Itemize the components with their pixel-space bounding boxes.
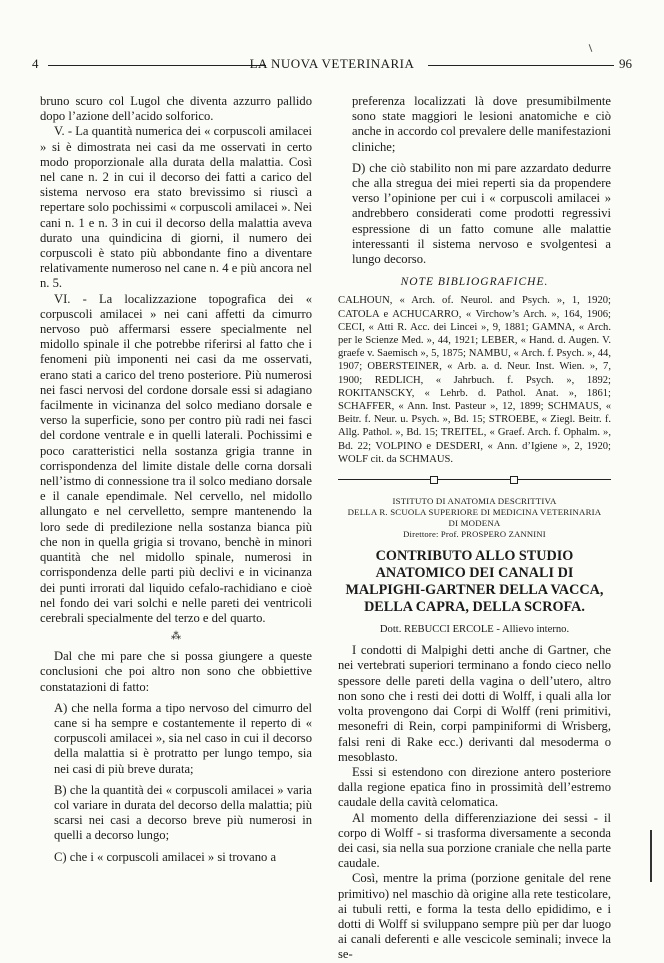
conclusion-b: B) che la quantità dei « corpuscoli amilacei » varia col variare in durata del decorso della malattia; più scarsi nei casi a decorso breve più numerosi in quelli a decorso lungo;: [54, 782, 312, 843]
article-author: Dott. REBUCCI ERCOLE - Allievo interno.: [379, 624, 570, 636]
paragraph-point-vi: VI. - La localizzazione topografica dei « corpuscoli amilacei » nei cani affetti da cimurro nervoso può affermarsi essere specialmente nel midollo spinale il che potrebbe riferirsi al fatto che i fenomeni più imponenti nei casi da me osservati, erano stati a carico del treno posteriore. Più numerosi nei fasci nervosi del cordone dorsale essi si adagiano facilmente in vicinanza del solco mediano dorsale e verso la superficie, sono per contro più radi nei fasci del cordone ventrale e in quelli laterali. Pochissimi e poco caratteristici nella sostanza grigia tranne in corrispondenza del limite distale delle corna dorsali nell’istmo di connessione tra il solco mediano dorsale e il canale ependimale. Nel cervello, nel midollo allungato e nel cervelletto, sempre mantenendo la loro sede di predilezione nella sostanza bianca più che non in quella grigia si trovano, benchè in minori quantità che nel midollo spinale, numerosi in corrispondenza delle parti più declivi e in vicinanza dei punti irrorati dal liquido cefalo-rachidiano e cioè nel fondo dei vari solchi e nelle pareti dei ventricoli cerebrali specialmente del terzo e del quarto.: [40, 291, 312, 625]
margin-mark: [589, 44, 593, 52]
paragraph: Così, mentre la prima (porzione genitale del rene primitivo) nel maschio dà origine alla rete testicolare, ai tubuli retti, e forma la testa dello epididimo, e i dotti di Wolff si sviluppano sempre più per dar luogo ai canali deferenti e alle vescicole seminali; invece la se-: [338, 871, 611, 962]
page-edge-mark: [650, 830, 652, 882]
paragraph: Al momento della differenziazione dei sessi - il corpo di Wolff - si trasforma diversamente a seconda dei casi, sia nella sua porzione craniale che nella parte caudale.: [338, 810, 611, 871]
page-number-left: 4: [32, 56, 39, 71]
divider-square-icon: [510, 476, 518, 484]
left-column: [40, 94, 312, 865]
conclusion-d: D) che ciò stabilito non mi pare azzardato dedurre che alla stregua dei miei reperti sia da propendere verso l’opinione per cui i « corpuscoli amilacei » andrebbero considerati come prodotti regressivi espressione di un fatto comune alle malattie interessanti il sistema nervoso e svolgentesi a lungo decorso.: [352, 160, 611, 267]
divider-line: [338, 479, 611, 480]
page-number-right: 96: [619, 56, 632, 71]
institute-line: DELLA R. SCUOLA SUPERIORE DI MEDICINA VETERINARIA: [347, 507, 602, 518]
bibliography-heading: NOTE BIBLIOGRAFICHE.: [400, 276, 549, 289]
director-line: Direttore: Prof. PROSPERO ZANNINI: [403, 529, 546, 540]
institute-header: [338, 496, 611, 540]
running-header: [32, 56, 632, 72]
institute-line: DI MODENA: [448, 518, 501, 529]
section-separator-asterism: ⁂: [171, 631, 181, 643]
header-rule-right: [428, 65, 614, 66]
conclusion-c: C) che i « corpuscoli amilacei » si trovano a: [54, 849, 277, 864]
paragraph: I condotti di Malpighi detti anche di Gartner, che nei vertebrati superiori terminano a fondo cieco nello spessore delle pareti della vagina o dell’utero, altro non sono che i resti dei dotti di Wolff, i quali alla lor volta provengono dai Corpi di Wolff (reni primitivi, mesonefri di Rein, corpi pampiniformi di Wrisberg, falsi reni di Rake ecc.) derivanti dal mesoderma o mesoblasto.: [338, 643, 611, 764]
right-column: [338, 94, 611, 963]
institute-line: ISTITUTO DI ANATOMIA DESCRITTIVA: [392, 496, 557, 507]
divider-square-icon: [430, 476, 438, 484]
article-title: CONTRIBUTO ALLO STUDIO ANATOMICO DEI CANALI DI MALPIGHI-GARTNER DELLA VACCA, DELLA CAPRA, DELLA SCROFA.: [345, 548, 604, 616]
paragraph: bruno scuro col Lugol che diventa azzurro pallido dopo l’azione dell’acido solforico.: [40, 94, 312, 124]
paragraph-continued: preferenza localizzati là dove presumibilmente sono state maggiori le lesioni anatomiche e ciò anche in accordo col prevalere delle manifestazioni cliniche;: [352, 94, 611, 154]
paragraph: Essi si estendono con direzione antero posteriore dalla regione epatica fino in prossimità dell’estremo caudale della cavità celomatica.: [338, 764, 611, 810]
paragraph-point-v: V. - La quantità numerica dei « corpuscoli amilacei » si è dimostrata nei casi da me osservati in certo modo proporzionale alla durata della malattia. Così nel cane n. 2 in cui il decorso dei fatti a carico del sistema nervoso era stato brevissimo si riuscì a repertare solo pochissimi « corpuscoli amilacei ». Nei cani n. 1 e n. 3 in cui il decorso della malattia aveva durato una quindicina di giorni, il numero dei corpuscoli è stato più abbondante fino a diventare relativamente numeroso nel cane n. 4 e più ancora nel n. 5.: [40, 124, 312, 291]
bibliography-references: CALHOUN, « Arch. of. Neurol. and Psych. », 1, 1920; CATOLA e ACHUCARRO, « Virchow’s Arch. », 164, 1906; CECI, « Atti R. Acc. dei Lincei », 9, 1881; GAMNA, « Arch. per le Scienze Med. », 44, 1921; LEBER, « Hand. d. Augen. V. graefe v. Saemisch », 5, 1875; NAMBU, « Arch. f. Psych. », 44, 1907; OBERSTEINER, « Arb. a. d. Neur. Inst. Wien. », 7, 1900; REDLICH, « Jahrbuch. f. Psych. », 1892; ROKITANSCKY, « Lehrb. d. Pathol. Anat. », 1861; SCHAFFER, « Ann. Inst. Pasteur », 12, 1899; SCHMAUS, « Beitr. f. Neur. u. Psych. », Bd. 15; STROEBE, « Ziegl. Beitr. f. Allg. Pathol. », Bd. 15; TREITEL, « Graef. Arch. f. Ophalm. », Bd. 22; VOLPINO e DESDERI, « Ann. d’Igiene », 2, 1920; WOLF cit. da SCHMAUS.: [338, 295, 611, 465]
conclusion-a: A) che nella forma a tipo nervoso del cimurro del cane si ha sempre e costantemente il reperto di « corpuscoli amilacei », sia nel caso in cui il decorso della malattia si è protratto per lungo tempo, sia nei casi di più breve durata;: [54, 700, 312, 776]
journal-title: LA NUOVA VETERINARIA: [249, 56, 415, 71]
paragraph-conclusions: Dal che mi pare che si possa giungere a queste conclusioni che poi altro non sono che obbiettive constatazioni di fatto:: [40, 649, 312, 694]
section-divider: [338, 474, 611, 486]
